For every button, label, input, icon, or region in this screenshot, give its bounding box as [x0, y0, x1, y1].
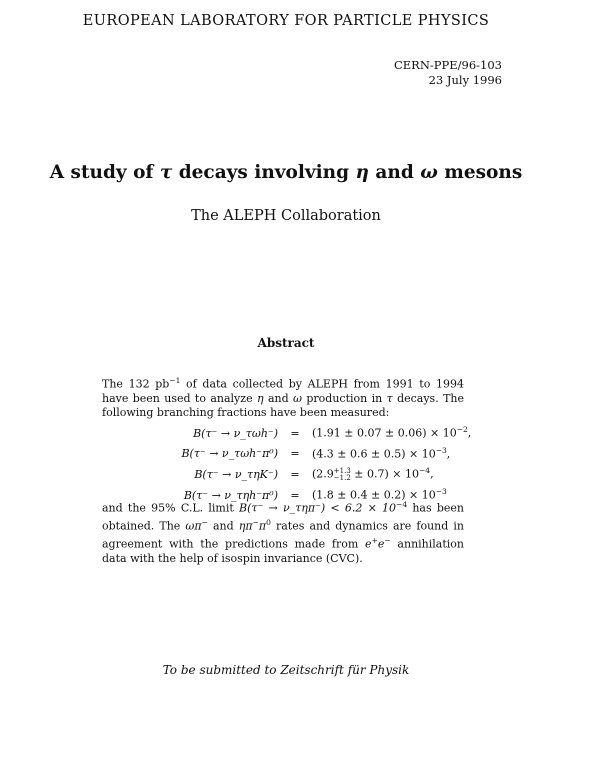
p2-text-5: annihilation data with the help of isospin invariance (CVC).	[102, 537, 464, 565]
title-and: and	[368, 162, 421, 183]
report-number: CERN-PPE/96-103	[393, 58, 502, 72]
p2-limit-exp: −4	[396, 500, 408, 509]
p2-pi0: π	[258, 519, 267, 533]
p2-electron: e	[377, 537, 385, 551]
title-eta: η	[355, 162, 369, 183]
p2-pi0-charge: 0	[266, 517, 271, 527]
equation-equals: =	[290, 467, 300, 481]
report-date: 23 July 1996	[428, 73, 502, 87]
author-line: The ALEPH Collaboration	[191, 208, 381, 224]
p2-text-2: has been obtained. The	[102, 501, 465, 533]
equation-row	[130, 442, 471, 463]
equation-lhs: B(τ⁻ → ν_τηK⁻)	[194, 467, 278, 481]
p2-text-1: and the 95% C.L. limit	[102, 501, 240, 515]
p1-text-2: of data collected by ALEPH from 1991 to 1994 have been used to analyze	[102, 377, 464, 405]
equation-row	[130, 462, 471, 483]
laboratory-name: EUROPEAN LABORATORY FOR PARTICLE PHYSICS	[82, 13, 490, 29]
p1-eta: η	[256, 391, 264, 405]
equation-lhs: B(τ⁻ → ν_τηh⁻π⁰)	[183, 488, 278, 502]
equation-equals: =	[290, 447, 300, 461]
equation-row	[130, 421, 471, 442]
submission-note: To be submitted to Zeitschrift für Physik	[162, 663, 410, 677]
p1-sup-1: −1	[169, 376, 181, 385]
equation-rhs: (2.9 +1.3 −1.2 ± $0.7) \times 10^{-4}$,	[312, 466, 434, 482]
p1-text-1: The 132 pb	[102, 377, 170, 391]
equation-lhs: B(τ⁻ → ν_τωh⁻)	[193, 426, 278, 440]
branching-fractions	[130, 421, 471, 504]
p2-limit: B(τ⁻ → ν_τηπ⁻) < 6.2 × 10	[239, 501, 397, 515]
p1-text-5: decays. The following branching fractions have been measured:	[102, 391, 464, 420]
equation-lhs: B(τ⁻ → ν_τωh⁻π⁰)	[181, 447, 278, 461]
p2-eta-pi: ηπ	[238, 519, 253, 533]
title-suffix: mesons	[437, 162, 523, 183]
equation-rhs: $(1.8 \pm 0.4 \pm 0.2) \times 10^{-3}$	[312, 486, 447, 502]
p2-positron-charge: +	[371, 535, 378, 545]
equation-equals: =	[290, 426, 300, 440]
equation-equals: =	[290, 488, 300, 502]
title-tau: τ	[159, 162, 173, 183]
title-omega: ω	[420, 162, 438, 183]
equation-rhs: $(4.3 \pm 0.6 \pm 0.5) \times 10^{-3}$,	[312, 445, 451, 461]
abstract-heading: Abstract	[257, 336, 315, 350]
p1-omega: ω	[293, 391, 302, 405]
asymmetric-error: +1.3 −1.2	[333, 466, 351, 482]
paper-title	[0, 162, 572, 183]
p2-text-4: rates and dynamics are found in agreement with the predictions made from	[102, 519, 464, 551]
title-middle: decays involving	[172, 162, 356, 183]
p2-text-3: and	[207, 519, 239, 533]
p1-text-3: and	[263, 391, 294, 405]
abstract-paragraph-2	[102, 498, 464, 566]
abstract-paragraph-1	[102, 374, 464, 420]
report-info	[394, 58, 502, 88]
p2-electron-charge: −	[384, 535, 391, 545]
p1-text-4: production in	[302, 391, 387, 405]
p2-omega-pi-charge: −	[201, 517, 208, 527]
p2-omega-pi: ωπ	[185, 519, 202, 533]
p1-tau: τ	[386, 391, 393, 405]
p2-eta-pi-charge: −	[252, 517, 259, 527]
title-prefix: A study of	[49, 162, 160, 183]
equation-rhs: $(1.91 \pm 0.07 \pm 0.06) \times 10^{-2}$,	[312, 425, 472, 440]
p2-positron: e	[365, 537, 372, 551]
